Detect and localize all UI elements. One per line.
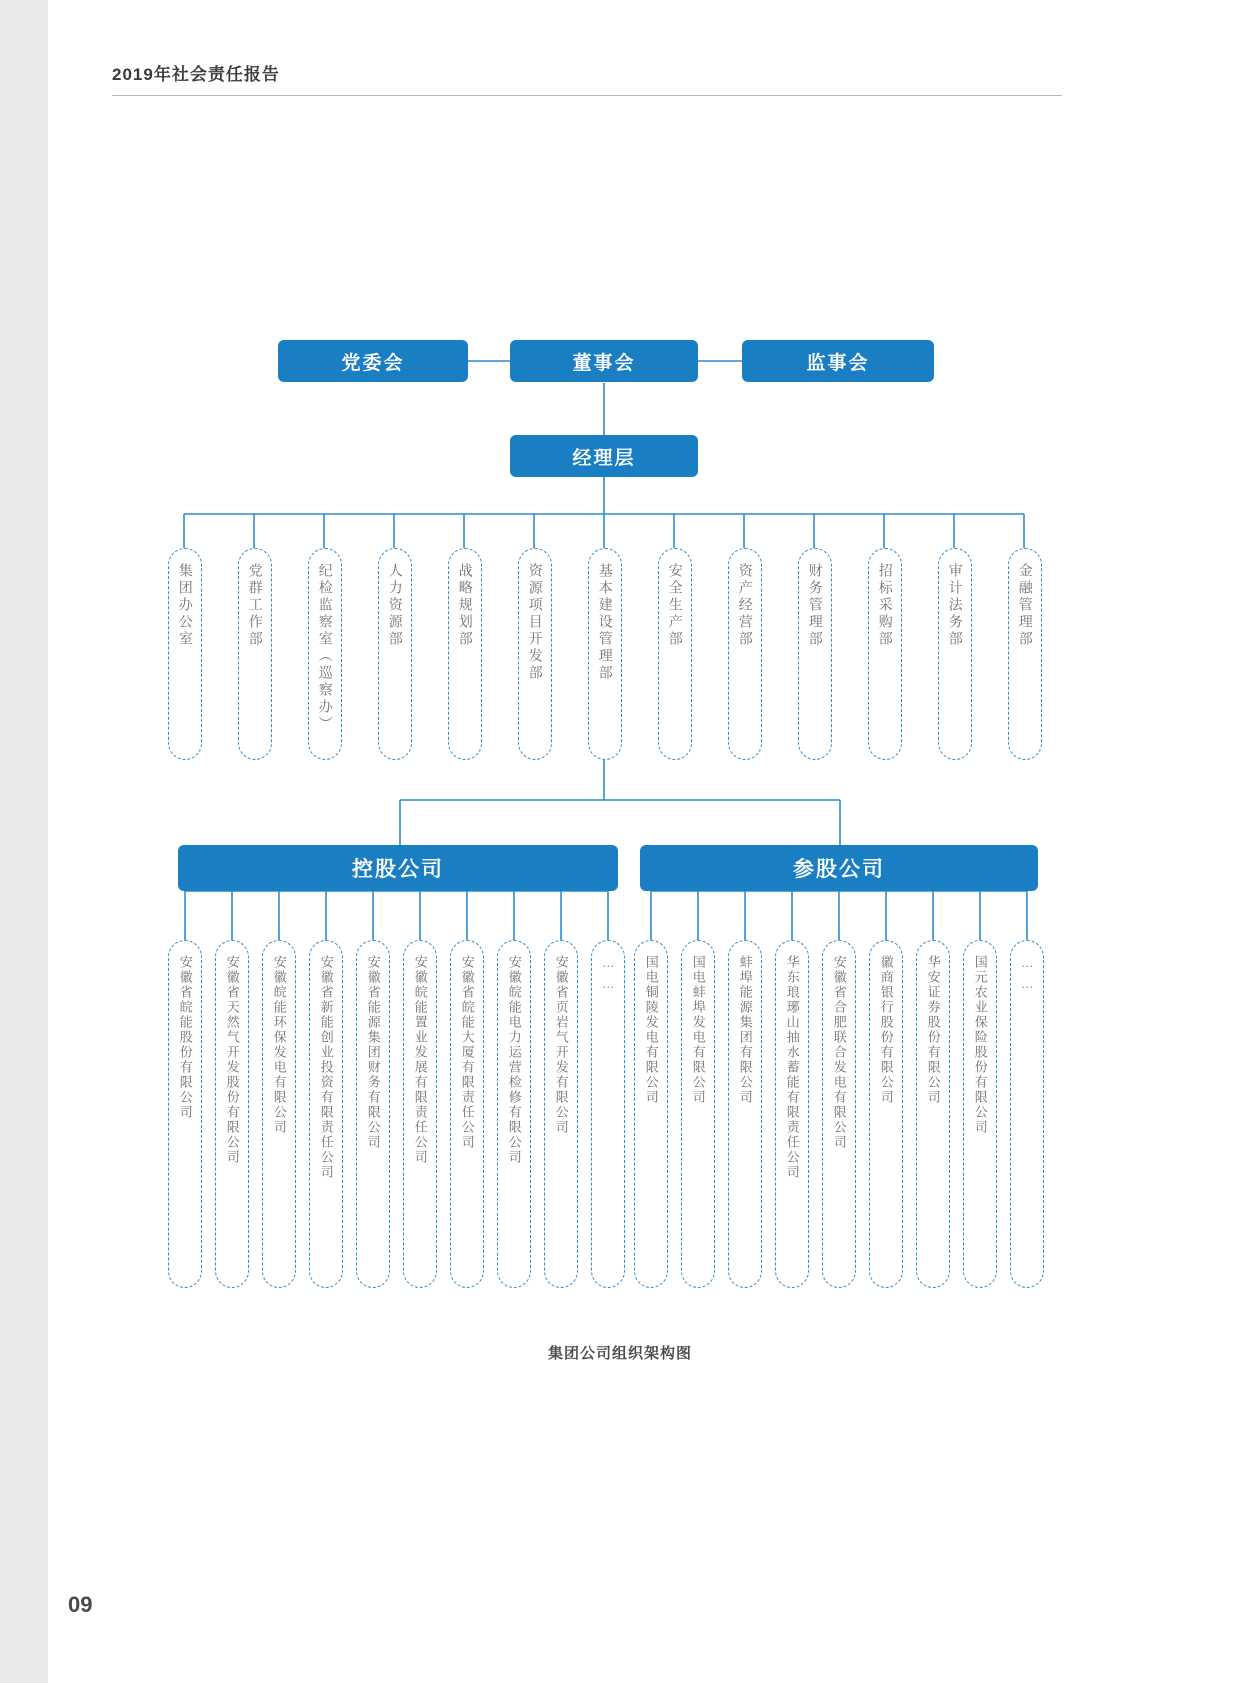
- equity-company-more[interactable]: [1010, 940, 1044, 1288]
- equity-company-2[interactable]: [681, 940, 715, 1288]
- page-number: 09: [68, 1592, 93, 1617]
- company-label: 安徽省页岩气开发有限公司: [553, 955, 569, 1135]
- company-label: ……: [600, 955, 616, 997]
- dept-box-6[interactable]: [518, 548, 552, 760]
- dept-label: 资源项目开发部: [527, 563, 544, 682]
- page-title: 2019年社会责任报告: [112, 65, 280, 84]
- holding-company-2[interactable]: [215, 940, 249, 1288]
- dept-box-2[interactable]: [238, 548, 272, 760]
- company-label: 安徽省能源集团财务有限公司: [365, 955, 381, 1150]
- dept-box-9[interactable]: [728, 548, 762, 760]
- node-board-of-directors[interactable]: 董事会: [510, 340, 698, 382]
- dept-label: 审计法务部: [947, 563, 964, 648]
- company-label: ……: [1019, 955, 1035, 997]
- equity-company-6[interactable]: [869, 940, 903, 1288]
- company-label: 安徽省天然气开发股份有限公司: [224, 955, 240, 1165]
- holding-company-1[interactable]: [168, 940, 202, 1288]
- company-label: 国电铜陵发电有限公司: [643, 955, 659, 1105]
- node-holding-companies[interactable]: 控股公司: [178, 845, 618, 891]
- holding-company-3[interactable]: [262, 940, 296, 1288]
- equity-company-3[interactable]: [728, 940, 762, 1288]
- dept-box-8[interactable]: [658, 548, 692, 760]
- equity-company-4[interactable]: [775, 940, 809, 1288]
- node-party-committee[interactable]: 党委会: [278, 340, 468, 382]
- dept-box-11[interactable]: [868, 548, 902, 760]
- dept-box-13[interactable]: [1008, 548, 1042, 760]
- dept-label: 金融管理部: [1017, 563, 1034, 648]
- holding-company-more[interactable]: [591, 940, 625, 1288]
- holding-company-6[interactable]: [403, 940, 437, 1288]
- dept-label: 安全生产部: [667, 563, 684, 648]
- dept-box-3[interactable]: [308, 548, 342, 760]
- equity-company-7[interactable]: [916, 940, 950, 1288]
- company-label: 华安证券股份有限公司: [925, 955, 941, 1105]
- equity-company-8[interactable]: [963, 940, 997, 1288]
- node-supervisory-board[interactable]: 监事会: [742, 340, 934, 382]
- dept-label: 财务管理部: [807, 563, 824, 648]
- company-label: 安徽皖能置业发展有限责任公司: [412, 955, 428, 1165]
- company-label: 安徽省新能创业投资有限责任公司: [318, 955, 334, 1180]
- dept-box-5[interactable]: [448, 548, 482, 760]
- dept-box-12[interactable]: [938, 548, 972, 760]
- company-label: 华东琅琊山抽水蓄能有限责任公司: [784, 955, 800, 1180]
- dept-box-4[interactable]: [378, 548, 412, 760]
- equity-company-1[interactable]: [634, 940, 668, 1288]
- company-label: 安徽皖能电力运营检修有限公司: [506, 955, 522, 1165]
- dept-label: 党群工作部: [247, 563, 264, 648]
- holding-company-7[interactable]: [450, 940, 484, 1288]
- company-label: 徽商银行股份有限公司: [878, 955, 894, 1105]
- holding-company-5[interactable]: [356, 940, 390, 1288]
- dept-label: 战略规划部: [457, 563, 474, 648]
- dept-label: 招标采购部: [877, 563, 894, 648]
- dept-label: 基本建设管理部: [597, 563, 614, 682]
- dept-label: 资产经营部: [737, 563, 754, 648]
- holding-company-9[interactable]: [544, 940, 578, 1288]
- holding-company-4[interactable]: [309, 940, 343, 1288]
- chart-caption: 集团公司组织架构图: [547, 1345, 692, 1362]
- company-label: 安徽省合肥联合发电有限公司: [831, 955, 847, 1150]
- node-management[interactable]: 经理层: [510, 435, 698, 477]
- company-label: 安徽省皖能大厦有限责任公司: [459, 955, 475, 1150]
- dept-label: 集团办公室: [177, 563, 194, 648]
- company-label: 蚌埠能源集团有限公司: [737, 955, 753, 1105]
- company-label: 国元农业保险股份有限公司: [972, 955, 988, 1135]
- node-equity-companies[interactable]: 参股公司: [640, 845, 1038, 891]
- dept-label: 纪检监察室（巡察办）: [317, 563, 334, 733]
- equity-company-5[interactable]: [822, 940, 856, 1288]
- holding-company-8[interactable]: [497, 940, 531, 1288]
- company-label: 国电蚌埠发电有限公司: [690, 955, 706, 1105]
- company-label: 安徽皖能环保发电有限公司: [271, 955, 287, 1135]
- dept-label: 人力资源部: [387, 563, 404, 648]
- dept-box-7[interactable]: [588, 548, 622, 760]
- company-label: 安徽省皖能股份有限公司: [177, 955, 193, 1120]
- dept-box-10[interactable]: [798, 548, 832, 760]
- dept-box-1[interactable]: [168, 548, 202, 760]
